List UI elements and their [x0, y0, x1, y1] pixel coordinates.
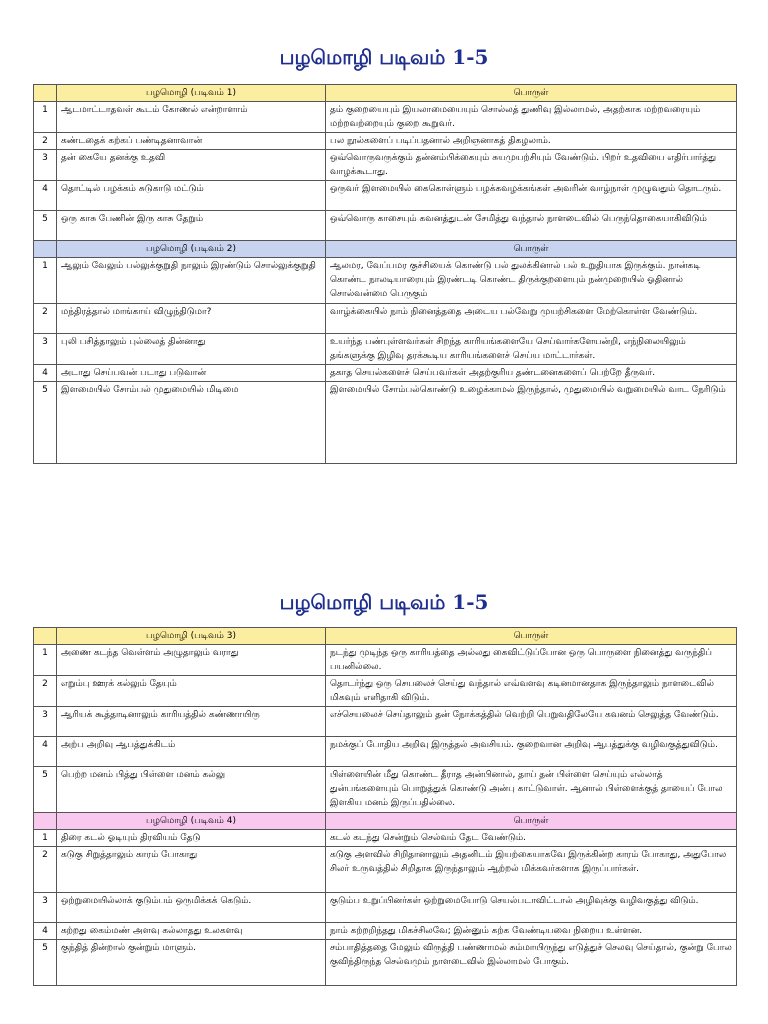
- header-proverb: பழமொழி (படிவம் 4): [57, 813, 326, 830]
- table-row: 1 திரை கடல் ஓடியும் திரவியம் தேடு கடல் கடந்து சென்றும் செல்வம் தேட வேண்டும்.: [34, 830, 737, 847]
- header-proverb: பழமொழி (படிவம் 3): [57, 628, 326, 645]
- table-row: 2 எறும்பு ஊரக் கல்லும் தேயும் தொடர்ந்து ஒரு செயலைச் செய்து வந்தால் எவ்வளவு கடினமானதாக இருந்தாலும் நாளடைவில் மிகவும் எளிதாகி விடும்.: [34, 676, 737, 707]
- table-row: 2 மந்திரத்தால் மாங்காய் விழுந்திடுமா? வாழ்க்கையில் நாம் நினைத்ததை அடைய பல்வேறு முயற்சிகளை மேற்கொள்ள வேண்டும்.: [34, 304, 737, 334]
- proverb-table-2: [33, 627, 737, 986]
- table-row: 5 குந்தித் தின்றால் குன்றும் மாளும். சம்பாதித்ததை மேலும் விருத்தி பண்ணாமல் சும்மாயிருந்து எடுத்துச் செலவு செய்தால், குன்று போல குவிந்திருந்த செல்வமும் நாளடைவில் இல்லாமல் போகும்.: [34, 940, 737, 986]
- header-proverb: பழமொழி (படிவம் 1): [57, 85, 326, 102]
- table-row: 3 புலி பசித்தாலும் புல்லைத் தின்னாது உயர்ந்த பண்புள்ளவர்கள் சிறந்த காரியங்களையே செய்வார்களேயன்றி, எந்நிலையிலும் தங்களுக்கு இழிவு தரக்கூடிய காரியங்களைச் செய்ய மாட்டார்கள்.: [34, 334, 737, 365]
- table-row: 4 தொட்டில் பழக்கம் சுடுகாடு மட்டும் ஒருவர் இளமையில் கைகொள்ளும் பழக்கவழக்கங்கள் அவரின் வாழ்நாள் முழுவதும் தொடரும்.: [34, 181, 737, 211]
- table-header: [34, 628, 737, 645]
- table-header: [34, 813, 737, 830]
- table-row: 1 ஆலும் வேலும் பல்லுக்குறுதி நாலும் இரண்டும் சொல்லுக்குறுதி ஆலமர, வேப்பமர குச்சியைக் கொண்டு பல் துலக்கினால் பல் உறுதியாக இருக்கும். நான்கடி கொண்ட நாலடியாரையும் இரண்டடி கொண்ட திருக்குறளையும் நன்முறையில் ஓதினால் சொல்வன்மை பெருகும்: [34, 258, 737, 304]
- header-proverb: பழமொழி (படிவம் 2): [57, 241, 326, 258]
- table-row: 4 அற்ப அறிவு ஆபத்துக்கிடம் நமக்குப் போதிய அறிவு இருத்தல் அவசியம். குறைவான அறிவு ஆபத்துக்கு வழிவகுத்துவிடும்.: [34, 737, 737, 767]
- table-row: 5 பெற்ற மனம் பித்து பிள்ளை மனம் கல்லு பிள்ளையின் மீது கொண்ட தீராத அன்பினால், தாய் தன் பிள்ளை செய்யும் எல்லாத் துன்பங்களையும் பொறுத்துக் கொண்டு அன்பு காட்டுவாள். ஆனால் பிள்ளைக்குத் தாயைப் போல இளகிய மனம் இருப்பதில்லை.: [34, 767, 737, 813]
- table-row: 5 இளமையில் சோம்பல் முதுமையில் மிடிமை இளமையில் சோம்பல்கொண்டு உழைக்காமல் இருந்தால், முதுமையில் வறுமையில் வாட நேரிடும்: [34, 382, 737, 464]
- table-row: 2 கண்டதைக் கற்கப் பண்டிதனாவான் பல நூல்களைப் படிப்பதனால் அறிஞனாகத் திகழலாம்.: [34, 133, 737, 150]
- table-header: [34, 85, 737, 102]
- table-row: 2 கடுகு சிறுத்தாலும் காரம் போகாது கடுகு அளவில் சிறிதானாலும் அதனிடம் இயற்கையாகவே இருக்கின்ற காரம் போகாது, அதுபோல சிலர் உருவத்தில் சிறிதாக இருந்தாலும் ஆற்றல் மிக்கவர்களாக இருப்பார்கள்.: [34, 847, 737, 893]
- proverb-table-1: [33, 84, 737, 464]
- page-title: பழமொழி படிவம் 1-5: [279, 590, 489, 614]
- header-meaning: பொருள்: [326, 628, 737, 645]
- table-row: 4 கற்றது கைம்மண் அளவு கல்லாதது உலகளவு நாம் கற்றறிந்தது மிகச்சிலவே; இன்னும் கற்க வேண்டியவை நிறைய உள்ளன.: [34, 923, 737, 940]
- table-row: 3 ஆரியக் கூத்தாடினாலும் காரியத்தில் கண்ணாயிரு எச்செயலைச் செய்தாலும் தன் நோக்கத்தில் வெற்றி பெறுவதிலேயே கவனம் செலுத்த வேண்டும்.: [34, 707, 737, 737]
- table-row: 1 ஆடமாட்டாதவள் கூடம் கோணல் என்றாளாம் தம் குறையையும் இயலாமையையும் சொல்லத் துணிவு இல்லாமல், அதற்காக மற்றவரையும் மற்றவற்றையும் குறை கூறுவர்.: [34, 102, 737, 133]
- table-row: 3 தன் கையே தனக்கு உதவி ஒவ்வொருவருக்கும் தன்னம்பிக்கையும் சுயமுயற்சியும் வேண்டும். பிறர் உதவியை எதிர்பார்த்து வாழக்கூடாது.: [34, 150, 737, 181]
- table-row: 4 அடாது செய்பவன் படாது படுவான் தகாத செயல்களைச் செய்பவர்கள் அதற்குரிய தண்டனைகளைப் பெற்றே தீருவர்.: [34, 365, 737, 382]
- header-meaning: பொருள்: [326, 241, 737, 258]
- table-row: 1 அணை கடந்த வெள்ளம் அழுதாலும் வராது நடந்து முடிந்த ஒரு காரியத்தை அல்லது கைவிட்டுப்போன ஒரு பொருளை நினைத்து வருந்திப் பயனில்லை.: [34, 645, 737, 676]
- table-row: 3 ஒற்றுமையில்லாக் குடும்பம் ஒருமிக்கக் கெடும். குடும்ப உறுப்பினர்கள் ஒற்றுமையோடு செயல்படாவிட்டால் அழிவுக்கு வழிவகுத்து விடும்.: [34, 893, 737, 923]
- header-meaning: பொருள்: [326, 85, 737, 102]
- table-row: 5 ஒரு காசு பேணின் இரு காசு தேறும் ஒவ்வொரு காசையும் கவனத்துடன் சேமித்து வந்தால் நாளடைவில் பெருந்தொகையாகிவிடும்: [34, 211, 737, 241]
- page-title: பழமொழி படிவம் 1-5: [279, 45, 489, 69]
- table-header: [34, 241, 737, 258]
- header-meaning: பொருள்: [326, 813, 737, 830]
